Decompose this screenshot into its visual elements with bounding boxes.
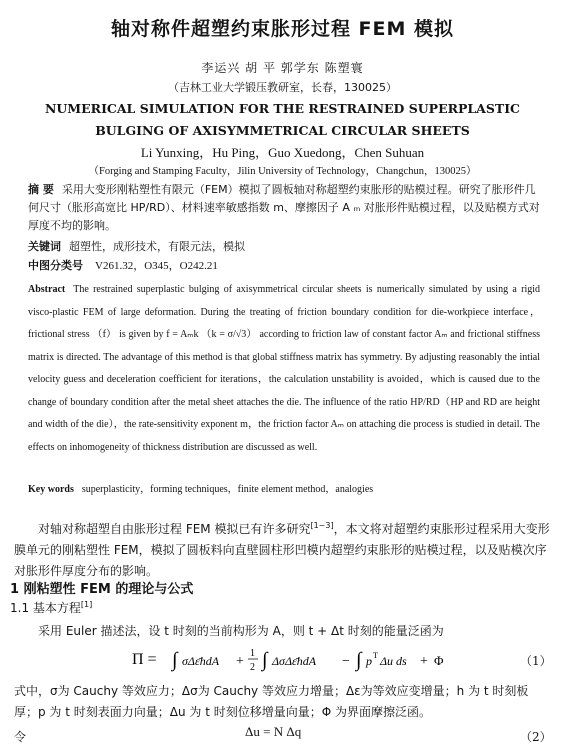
abstract-en-label: Abstract [28, 284, 66, 295]
keywords-cn [28, 238, 245, 254]
svg-text:−: − [342, 654, 350, 669]
equation-2-number: （2） [520, 730, 552, 744]
svg-text:Δu ds: Δu ds [380, 654, 407, 668]
svg-text:∫: ∫ [172, 649, 178, 671]
abstract-en-text: The restrained superplastic bulging of axisymmetrical circular sheets is numerically simulated by using a rigid visco-plastic FEM of large deformation. During the treating of friction boundary condition for die-workpiece interface，frictional stress （f） is given by f = Aₘk （k = σ/√3） according to friction law of constant factor Aₘ and frictional stiffness matrix is directed. The advantage of this method is that global stiffness matrix has symmetry. By adjusting reasonably the intial velocity guess and deceleration coefficient for iterations，the calculation unstability is avoided，which is caused due to the change of boundary condition after the metal sheet attaches the die. The influence of the ratio HP/RD（HP and RD are height and width of the die），the rate-sensitivity exponent m，the friction factor Aₘ on attaching die process is studied in detail. The effects on inhomogeneity of thickness distribution are discussed as well. [28, 284, 540, 453]
affiliation-cn: （吉林工业大学锻压教研室，长春，130025） [168, 81, 397, 94]
section-1-1-title: 1.1 基本方程 [10, 601, 81, 615]
classification-label: 中图分类号 [28, 259, 83, 272]
svg-text:+: + [420, 654, 428, 669]
energy-functional-equation [130, 644, 460, 674]
abstract-cn [28, 181, 540, 235]
svg-text:Φ: Φ [434, 653, 444, 668]
keywords-cn-label: 关键词 [28, 240, 61, 253]
intro-paragraph [14, 515, 552, 582]
keywords-en-label: Key words [28, 484, 74, 495]
authors-en: Li Yunxing，Hu Ping，Guo Xuedong，Chen Suhuan [140, 145, 425, 160]
abstract-cn-label: 摘 要 [28, 183, 54, 196]
svg-text:p: p [366, 654, 372, 668]
intro-text-a: 对轴对称超塑自由胀形过程 FEM 模拟已有许多研究 [38, 522, 311, 536]
classification [28, 257, 218, 273]
title-en-line1: NUMERICAL SIMULATION FOR THE RESTRAINED SUPERPLASTIC [44, 101, 521, 116]
intro-text-b: ，本文将对超塑约束胀形过程采用大变形膜单元的刚粘塑性 FEM，模拟了圆板料向直壁圆柱形凹模内超塑约束胀形的贴模过程，以及贴模次序对胀形件厚度分布的影响。 [14, 522, 550, 578]
svg-text:ΔσΔε̄hdA: ΔσΔε̄hdA [272, 654, 317, 668]
symbols-paragraph: 式中，σ为 Cauchy 等效应力；Δσ为 Cauchy 等效应力增量；Δε为等效应变增量；h 为 t 时刻板厚；p 为 t 时刻表面力向量；Δu 为 t 时刻位移增量向量；Φ 为界面摩擦泛函。 [14, 684, 529, 719]
svg-text:Π =: Π = [132, 651, 157, 668]
svg-text:+: + [236, 654, 244, 669]
let-text: 令 [14, 730, 27, 744]
intro-ref: [1~3] [310, 521, 334, 530]
section-1-1-ref: [1] [80, 600, 93, 609]
section-heading-1: 1 刚粘塑性 FEM 的理论与公式 [10, 582, 194, 597]
classification-codes: V261.32，O345，O242.21 [95, 260, 218, 272]
keywords-cn-text: 超塑性，成形技术，有限元法，模拟 [69, 240, 245, 253]
section-heading-1-1 [10, 599, 92, 616]
abstract-en [28, 279, 540, 459]
title-en [0, 98, 565, 142]
svg-text:∫: ∫ [262, 649, 268, 671]
affiliation-en: （Forging and Stamping Faculty，Jilin University of Technology，Changchun，130025） [88, 166, 477, 177]
abstract-cn-text: 采用大变形刚粘塑性有限元（FEM）模拟了圆板轴对称超塑约束胀形的贴模过程。研究了胀形件几何尺寸（胀形高宽比 HP/RD）、材料速率敏感指数 m、摩擦因子 A ₘ 对胀形件贴模过程，以及贴模方式对厚度不均的影响。 [28, 183, 540, 232]
paper-title: 轴对称件超塑约束胀形过程 FEM 模拟 [110, 18, 455, 40]
svg-text:T: T [373, 651, 378, 660]
svg-text:σΔε̄hdA: σΔε̄hdA [182, 654, 220, 668]
svg-text:1: 1 [250, 648, 255, 659]
keywords-en-text: superplasticity，forming techniques，finite element method，analogies [81, 484, 374, 495]
title-en-line2: BULGING OF AXISYMMETRICAL CIRCULAR SHEETS [95, 123, 470, 138]
euler-paragraph: 采用 Euler 描述法，设 t 时刻的当前构形为 A，则 t + Δt 时刻的能量泛函为 [38, 624, 444, 638]
keywords-en [28, 480, 373, 495]
equation-1-number: （1） [520, 654, 552, 668]
svg-text:∫: ∫ [356, 649, 362, 671]
equation-2: Δu = N Δq [245, 724, 302, 739]
svg-text:2: 2 [250, 662, 255, 673]
authors-cn: 李运兴 胡 平 郭学东 陈塑寰 [201, 61, 364, 75]
